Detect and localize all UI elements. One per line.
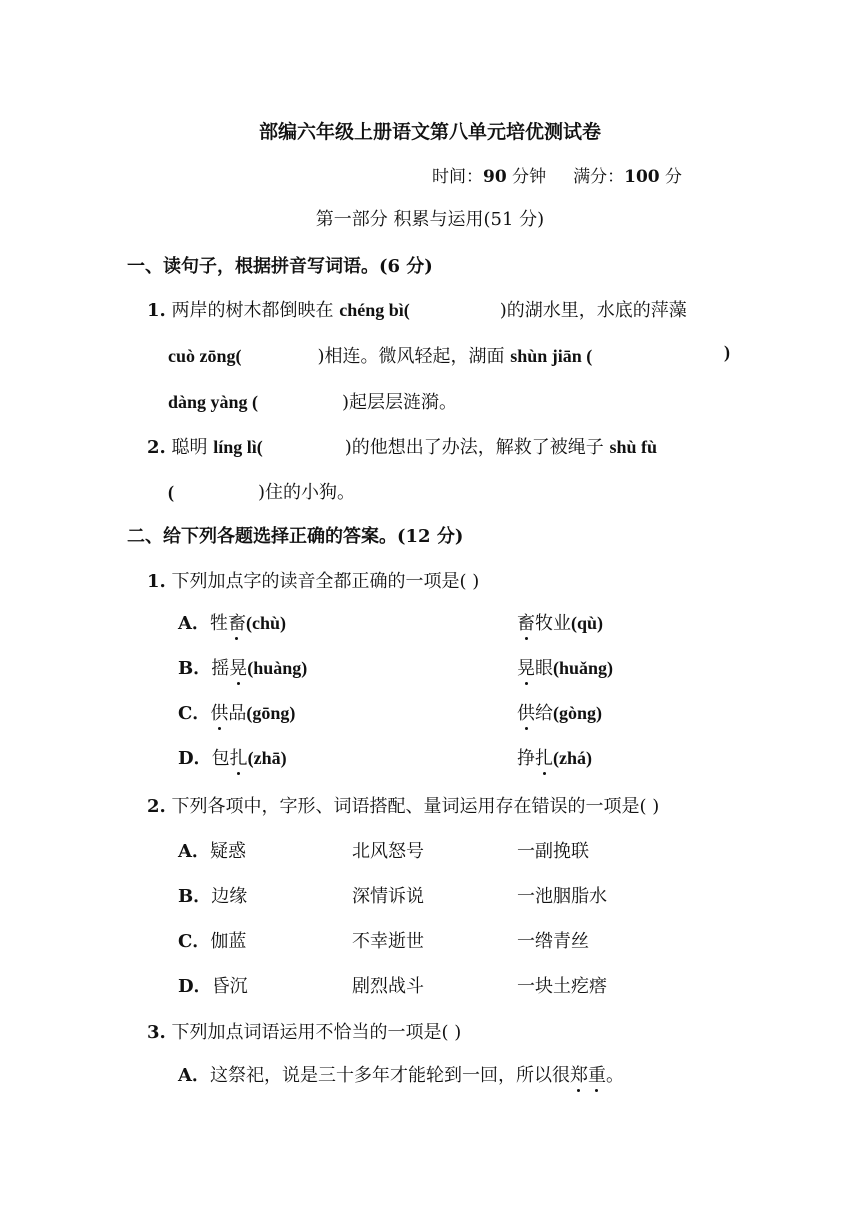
s1-q1-line1 [147, 296, 687, 322]
text: )起层层涟漪。 [342, 392, 458, 413]
option-a[interactable] [178, 609, 286, 635]
text: 下列各项中，字形、词语搭配、量词运用存在错误的一项是( ) [171, 796, 660, 817]
full-label: 满分： [573, 167, 625, 187]
text: 下列加点词语运用不恰当的一项是( ) [171, 1022, 462, 1043]
text: 两岸的树木都倒映在 [171, 300, 340, 321]
dotted-char: 供 [517, 699, 535, 725]
dotted-char: 扎 [535, 744, 553, 770]
option-letter: C． [178, 931, 211, 952]
exam-meta [432, 162, 682, 187]
dotted-char: 供 [210, 699, 228, 725]
option-b-col2: 深情诉说 [352, 886, 424, 907]
text: 包 [211, 748, 230, 769]
option-letter: B． [178, 658, 212, 679]
text: )相连。微风轻起，湖面 [317, 346, 511, 367]
question-number: 1. [147, 571, 166, 592]
s1-q2-line2 [168, 478, 355, 504]
option-a-col3: 一副挽联 [517, 841, 589, 862]
text: )住的小狗。 [258, 482, 356, 503]
pinyin: (gòng) [553, 703, 602, 723]
part-heading: 第一部分 积累与运用(51 分) [315, 209, 545, 230]
s1-q1-line3 [168, 388, 457, 414]
pinyin: (huǎng) [553, 658, 614, 678]
pinyin: (zhā) [247, 748, 287, 768]
option-a-second [517, 609, 603, 635]
text: 。 [605, 1065, 624, 1086]
text: 聪明 [171, 437, 214, 458]
pinyin: dàng yàng ( [168, 392, 259, 412]
question-number: 3. [147, 1022, 166, 1043]
text: 摇 [211, 658, 230, 679]
option-letter: A． [178, 841, 210, 862]
text: 昏沉 [211, 976, 248, 997]
pinyin: shù fù [609, 437, 658, 457]
option-b[interactable] [178, 654, 307, 680]
time-unit: 分钟 [506, 167, 547, 187]
s1-q2-line1 [147, 433, 657, 459]
option-a[interactable] [178, 1061, 624, 1087]
question-number: 2. [147, 796, 166, 817]
section1-heading: 一、读句子，根据拼音写词语。(6 分) [127, 256, 433, 277]
s2-q3-stem [147, 1018, 461, 1044]
s2-q2-stem [147, 792, 659, 818]
option-letter: C． [178, 703, 211, 724]
pinyin: (zhá) [553, 748, 592, 768]
option-letter: D． [178, 976, 212, 997]
text: ( [168, 482, 174, 502]
option-b-second [517, 654, 613, 680]
pinyin: líng lì( [213, 437, 263, 457]
option-c-col2: 不幸逝世 [352, 931, 424, 952]
option-c-second [517, 699, 602, 725]
text: 这祭祀，说是三十多年才能轮到一回，所以很 [209, 1065, 570, 1086]
option-c[interactable] [178, 699, 295, 725]
option-d-col3: 一块土疙瘩 [517, 976, 607, 997]
time-value: 90 [483, 167, 507, 187]
option-c[interactable] [178, 927, 246, 953]
option-letter: B． [178, 886, 212, 907]
dotted-char: 重 [588, 1061, 606, 1087]
pinyin: (qù) [571, 613, 604, 633]
text: 下列加点字的读音全都正确的一项是( ) [171, 571, 480, 592]
time-label: 时间： [432, 167, 483, 187]
option-b-col3: 一池胭脂水 [517, 886, 607, 907]
option-letter: A． [178, 613, 210, 634]
pinyin: chéng bì( [339, 300, 410, 320]
dotted-char: 晃 [229, 654, 247, 680]
option-c-col3: 一绺青丝 [517, 931, 589, 952]
page-title: 部编六年级上册语文第八单元培优测试卷 [258, 121, 601, 143]
full-value: 100 [624, 167, 660, 187]
text: 挣 [517, 748, 535, 769]
option-d-second [517, 744, 592, 770]
text: )的湖水里，水底的萍藻 [499, 300, 687, 321]
question-number: 1. [147, 300, 166, 321]
text: 眼 [535, 658, 553, 679]
text: 给 [535, 703, 553, 724]
pinyin: (chù) [245, 613, 286, 633]
dotted-char: 畜 [228, 609, 246, 635]
text: )的他想出了办法，解救了被绳子 [344, 437, 610, 458]
option-a-col2: 北风怒号 [352, 841, 424, 862]
pinyin: shùn jiān ( [510, 346, 593, 366]
full-unit: 分 [659, 167, 683, 187]
s2-q1-stem [147, 567, 479, 593]
text: 伽蓝 [210, 931, 247, 952]
option-b[interactable] [178, 882, 247, 908]
text: 牧业 [535, 613, 571, 634]
pinyin: (gōng) [246, 703, 296, 723]
question-number: 2. [147, 437, 166, 458]
text: 边缘 [211, 886, 248, 907]
s1-q1-line2 [168, 342, 592, 368]
option-d[interactable] [178, 744, 287, 770]
text: 品 [228, 703, 247, 724]
option-d-col2: 剧烈战斗 [352, 976, 424, 997]
option-letter: A． [178, 1065, 210, 1086]
dotted-char: 扎 [230, 744, 248, 770]
pinyin: cuò zōng( [168, 346, 242, 366]
dotted-char: 郑 [570, 1061, 588, 1087]
option-letter: D． [178, 748, 212, 769]
pinyin: (huàng) [247, 658, 308, 678]
s1-q1-close [724, 342, 730, 363]
option-a[interactable] [178, 837, 246, 863]
text: 牲 [209, 613, 228, 634]
dotted-char: 畜 [517, 609, 535, 635]
dotted-char: 晃 [517, 654, 535, 680]
option-d[interactable] [178, 972, 248, 998]
text: 疑惑 [209, 841, 246, 862]
section2-heading: 二、给下列各题选择正确的答案。(12 分) [127, 526, 464, 547]
text: ) [724, 342, 730, 362]
